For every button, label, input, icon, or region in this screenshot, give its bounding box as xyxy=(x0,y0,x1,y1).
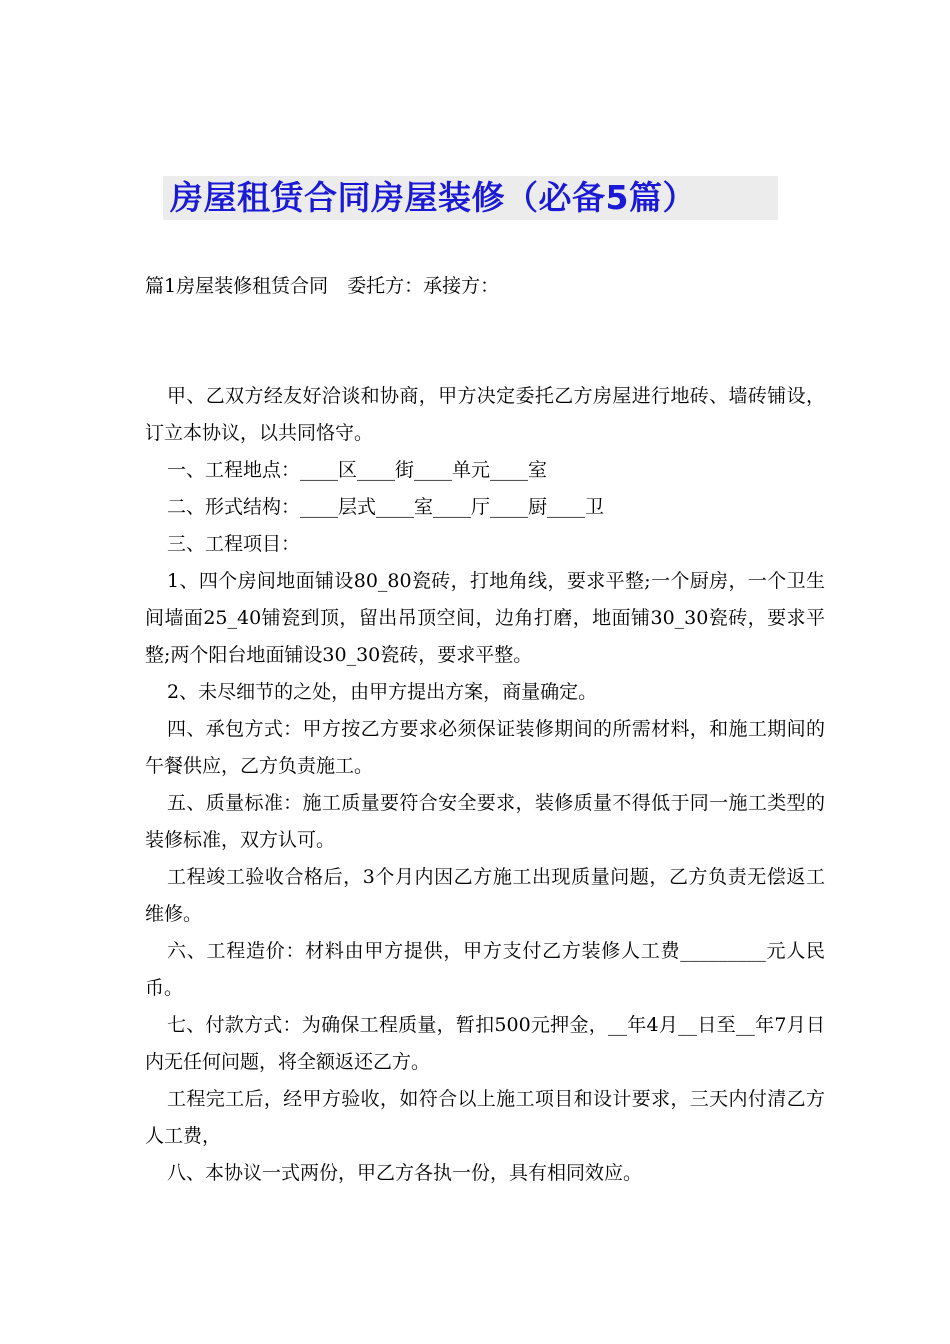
paragraph: 八、本协议一式两份，甲乙方各执一份，具有相同效应。 xyxy=(167,1162,643,1184)
section-heading: 篇1房屋装修租赁合同 委托方：承接方： xyxy=(145,275,500,297)
paragraph: 工程完工后，经甲方验收，如符合以上施工项目和设计要求，三天内付清乙方人工费， xyxy=(145,1088,825,1147)
paragraph: 甲、乙双方经友好洽谈和协商，甲方决定委托乙方房屋进行地砖、墙砖铺设，订立本协议，以共同恪守。 xyxy=(145,385,825,444)
paragraph: 一、工程地点：____区____街____单元____室 xyxy=(167,459,548,481)
paragraph: 2、未尽细节的之处，由甲方提出方案，商量确定。 xyxy=(167,681,598,703)
paragraph: 七、付款方式：为确保工程质量，暂扣500元押金，__年4月__日至__年7月日内无任何问题，将全额返还乙方。 xyxy=(145,1014,825,1073)
paragraph: 四、承包方式：甲方按乙方要求必须保证装修期间的所需材料，和施工期间的午餐供应，乙方负责施工。 xyxy=(145,718,825,777)
paragraph: 二、形式结构：____层式____室____厅____厨____卫 xyxy=(167,496,605,518)
paragraph: 工程竣工验收合格后，3个月内因乙方施工出现质量问题，乙方负责无偿返工维修。 xyxy=(145,866,825,925)
document-title: 房屋租赁合同房屋装修（必备5篇） xyxy=(170,178,696,217)
paragraph: 五、质量标准：施工质量要符合安全要求，装修质量不得低于同一施工类型的装修标准，双方认可。 xyxy=(145,792,825,851)
paragraph: 六、工程造价：材料由甲方提供，甲方支付乙方装修人工费_________元人民币。 xyxy=(145,940,825,999)
paragraph: 三、工程项目： xyxy=(167,533,301,555)
document-body xyxy=(145,378,825,1192)
paragraph: 1、四个房间地面铺设80_80瓷砖，打地角线，要求平整;一个厨房，一个卫生间墙面25_40铺瓷到顶，留出吊顶空间，边角打磨，地面铺30_30瓷砖，要求平整;两个阳台地面铺设30_30瓷砖，要求平整。 xyxy=(145,570,825,666)
